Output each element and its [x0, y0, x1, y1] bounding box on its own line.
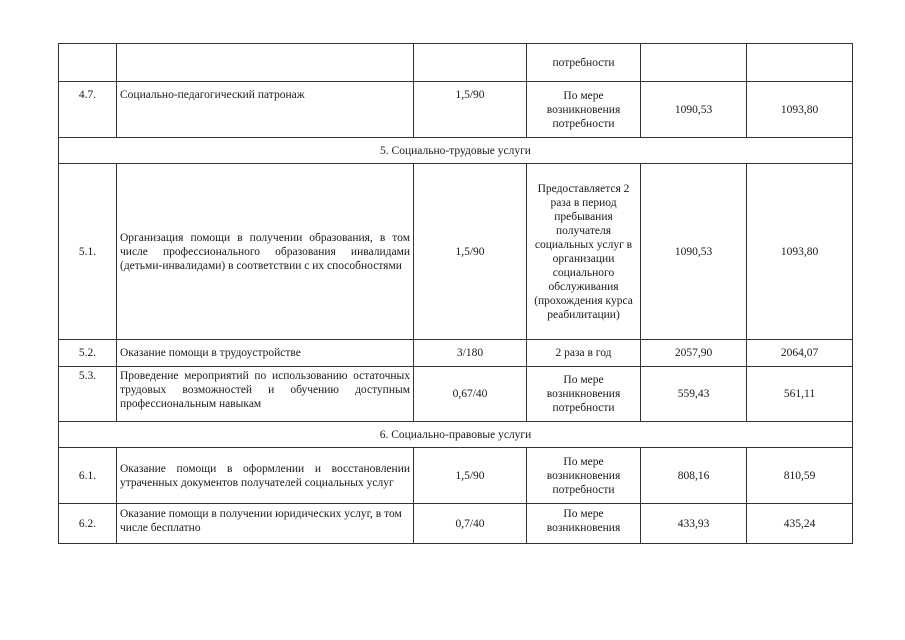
table-row — [59, 340, 853, 367]
table-row — [59, 44, 853, 82]
row-number: 5.3. — [59, 367, 117, 422]
service-name: Социально-педагогический патронаж — [117, 82, 414, 138]
price-2: 810,59 — [747, 448, 853, 504]
service-norm: 3/180 — [414, 340, 527, 367]
section-title: 6. Социально-правовые услуги — [59, 422, 853, 448]
service-name: Оказание помощи в оформлении и восстановлении утраченных документов получателей социальных услуг — [117, 448, 414, 504]
service-norm: 0,67/40 — [414, 367, 527, 422]
section-title: 5. Социально-трудовые услуги — [59, 138, 853, 164]
price-1: 2057,90 — [641, 340, 747, 367]
service-frequency: По мере возникновения — [527, 504, 641, 544]
row-number — [59, 44, 117, 82]
price-2 — [747, 44, 853, 82]
service-norm: 1,5/90 — [414, 82, 527, 138]
table-row — [59, 367, 853, 422]
price-2: 2064,07 — [747, 340, 853, 367]
price-1: 433,93 — [641, 504, 747, 544]
row-number: 6.2. — [59, 504, 117, 544]
service-frequency: По мере возникновения потребности — [527, 367, 641, 422]
service-norm: 0,7/40 — [414, 504, 527, 544]
row-number: 4.7. — [59, 82, 117, 138]
service-name: Оказание помощи в получении юридических услуг, в том числе бесплатно — [117, 504, 414, 544]
service-norm: 1,5/90 — [414, 448, 527, 504]
price-1 — [641, 44, 747, 82]
service-name: Проведение мероприятий по использованию остаточных трудовых возможностей и обучению доступным профессиональным навыкам — [117, 367, 414, 422]
price-1: 1090,53 — [641, 164, 747, 340]
service-name — [117, 44, 414, 82]
price-2: 561,11 — [747, 367, 853, 422]
service-norm: 1,5/90 — [414, 164, 527, 340]
service-name: Организация помощи в получении образования, в том числе профессионального образования инвалидами (детьми-инвалидами) в соответствии с их способностями — [117, 164, 414, 340]
service-frequency: По мере возникновения потребности — [527, 82, 641, 138]
table-row — [59, 82, 853, 138]
price-2: 1093,80 — [747, 82, 853, 138]
row-number: 5.2. — [59, 340, 117, 367]
row-number: 6.1. — [59, 448, 117, 504]
service-frequency: потребности — [527, 44, 641, 82]
price-2: 435,24 — [747, 504, 853, 544]
table-row — [59, 164, 853, 340]
section-row — [59, 422, 853, 448]
service-norm — [414, 44, 527, 82]
price-2: 1093,80 — [747, 164, 853, 340]
row-number: 5.1. — [59, 164, 117, 340]
services-table — [58, 43, 853, 544]
table-row — [59, 448, 853, 504]
price-1: 1090,53 — [641, 82, 747, 138]
service-name: Оказание помощи в трудоустройстве — [117, 340, 414, 367]
price-1: 808,16 — [641, 448, 747, 504]
service-frequency: 2 раза в год — [527, 340, 641, 367]
section-row — [59, 138, 853, 164]
service-frequency: По мере возникновения потребности — [527, 448, 641, 504]
table-row — [59, 504, 853, 544]
price-1: 559,43 — [641, 367, 747, 422]
service-frequency: Предоставляется 2 раза в период пребывания получателя социальных услуг в организации социального обслуживания (прохождения курса реабилитации) — [527, 164, 641, 340]
